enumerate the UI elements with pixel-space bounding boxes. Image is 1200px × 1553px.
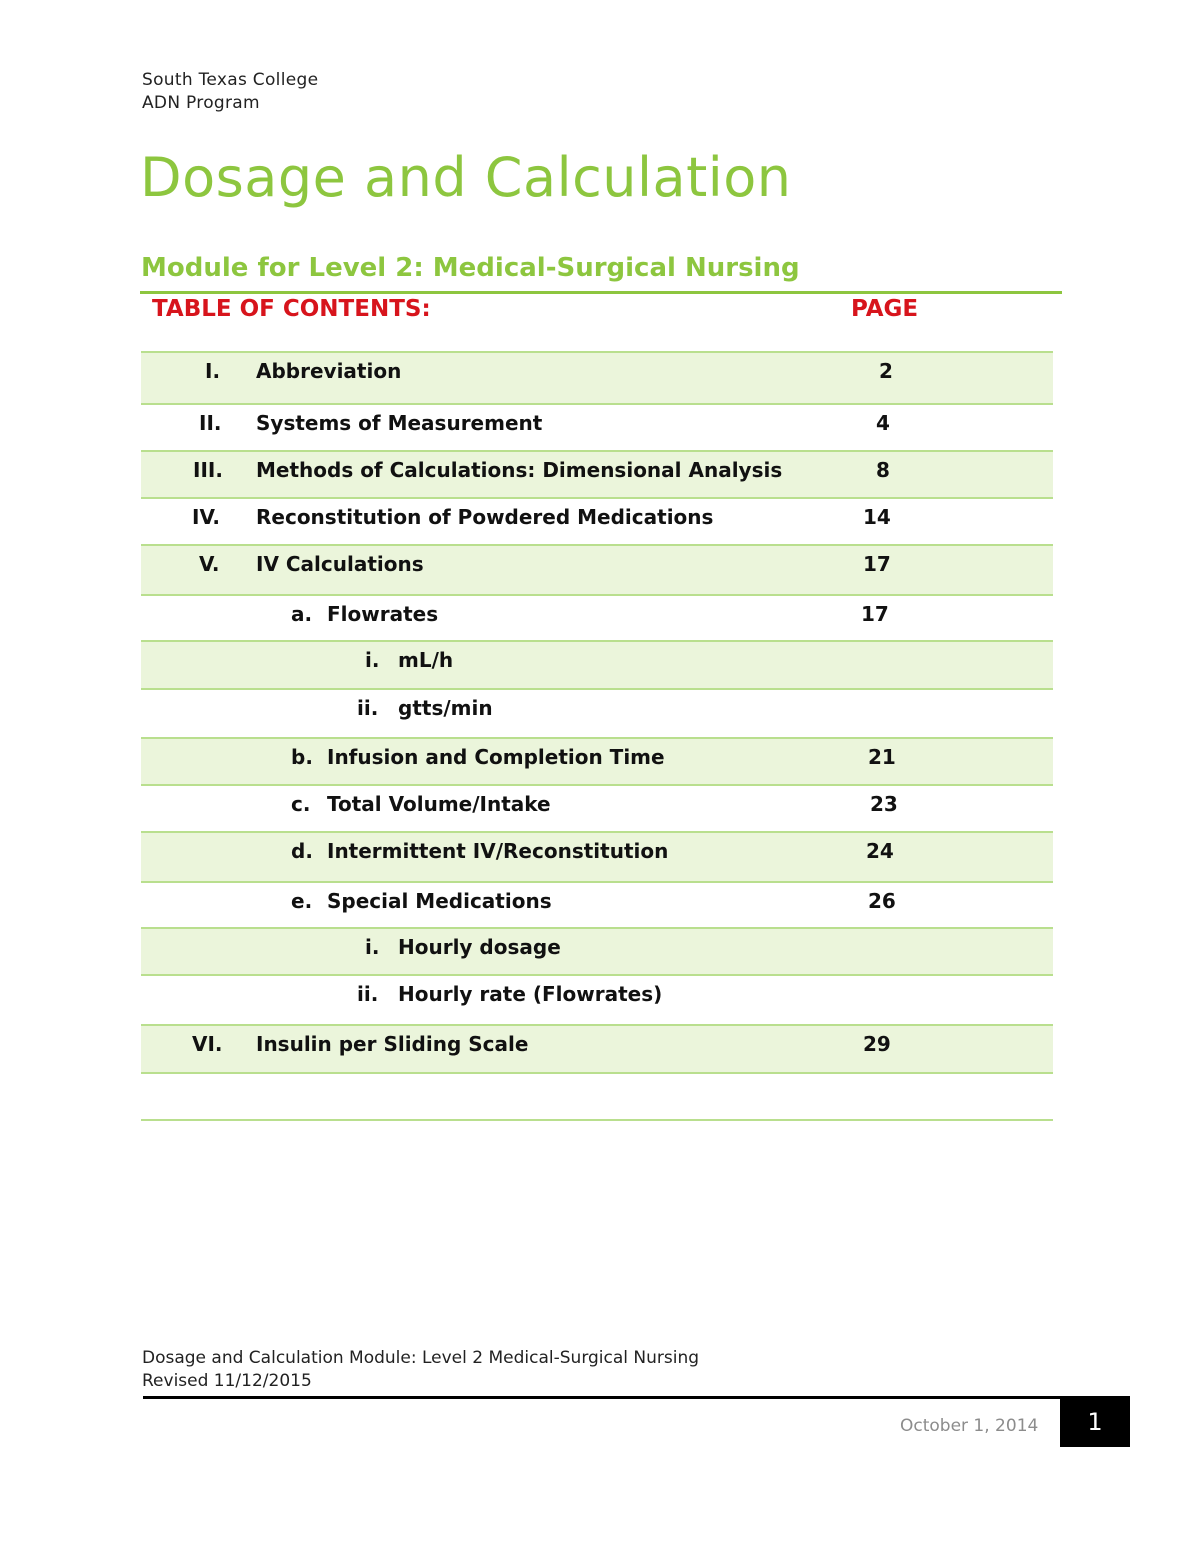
toc-row-label: IV Calculations: [256, 552, 424, 576]
footer-date: October 1, 2014: [900, 1416, 1039, 1436]
toc-row-number: II.: [199, 411, 222, 435]
toc-row-page: 8: [876, 458, 890, 482]
toc-row: [141, 1024, 1053, 1072]
toc-row-label: Reconstitution of Powdered Medications: [256, 505, 714, 529]
program-name: ADN Program: [142, 93, 260, 113]
toc-row: [141, 497, 1053, 544]
toc-row-page: 29: [863, 1032, 891, 1056]
toc-row-number: i.: [365, 935, 380, 959]
toc-row-page: 23: [870, 792, 898, 816]
document-title: Dosage and Calculation: [140, 146, 792, 209]
toc-row-page: 24: [866, 839, 894, 863]
toc-row-label: Hourly rate (Flowrates): [398, 982, 663, 1006]
toc-row: [141, 544, 1053, 594]
toc-row-label: mL/h: [398, 648, 454, 672]
toc-row-page: 2: [879, 359, 893, 383]
toc-bottom-rule: [141, 1119, 1053, 1121]
toc-row: [141, 403, 1053, 450]
toc-row-number: b.: [291, 745, 313, 769]
toc-row: [141, 594, 1053, 640]
toc-row-number: V.: [199, 552, 220, 576]
toc-row: [141, 450, 1053, 497]
footer-divider: [143, 1396, 1130, 1399]
toc-row-page: 4: [876, 411, 890, 435]
subtitle-divider: [140, 291, 1062, 294]
toc-row-label: Infusion and Completion Time: [327, 745, 665, 769]
page-number-badge: 1: [1060, 1399, 1130, 1447]
toc-row-number: a.: [291, 602, 313, 626]
institution-name: South Texas College: [142, 70, 319, 90]
toc-row-label: Special Medications: [327, 889, 552, 913]
toc-row-number: ii.: [357, 696, 379, 720]
toc-page-heading: PAGE: [851, 296, 919, 322]
toc-row-number: VI.: [192, 1032, 223, 1056]
toc-row-number: i.: [365, 648, 380, 672]
toc-row-label: Total Volume/Intake: [327, 792, 551, 816]
footer-revised-date: Revised 11/12/2015: [142, 1371, 312, 1391]
toc-row-number: IV.: [192, 505, 220, 529]
toc-row: [141, 974, 1053, 1024]
toc-row-label: Insulin per Sliding Scale: [256, 1032, 529, 1056]
table-of-contents: [141, 351, 1053, 1121]
toc-row-label: Flowrates: [327, 602, 439, 626]
toc-row-number: d.: [291, 839, 313, 863]
document-subtitle: Module for Level 2: Medical-Surgical Nursing: [141, 253, 800, 283]
footer-module-title: Dosage and Calculation Module: Level 2 Medical-Surgical Nursing: [142, 1348, 700, 1368]
toc-row-page: 17: [863, 552, 891, 576]
toc-row-number: c.: [291, 792, 311, 816]
toc-row-label: Hourly dosage: [398, 935, 561, 959]
toc-row: [141, 688, 1053, 737]
toc-row: [141, 737, 1053, 784]
toc-row-page: 14: [863, 505, 891, 529]
toc-row-label: Systems of Measurement: [256, 411, 543, 435]
toc-row-page: 17: [861, 602, 889, 626]
toc-row-label: Intermittent IV/Reconstitution: [327, 839, 669, 863]
toc-row: [141, 640, 1053, 688]
toc-row: [141, 927, 1053, 974]
toc-row-label: Abbreviation: [256, 359, 402, 383]
toc-row-number: e.: [291, 889, 313, 913]
toc-empty-row: [141, 1072, 1053, 1119]
toc-row-label: gtts/min: [398, 696, 493, 720]
toc-row: [141, 831, 1053, 881]
toc-row-number: III.: [193, 458, 223, 482]
toc-row-number: I.: [205, 359, 221, 383]
toc-heading: TABLE OF CONTENTS:: [152, 296, 431, 322]
toc-row: [141, 784, 1053, 831]
toc-row: [141, 351, 1053, 403]
toc-row-page: 21: [868, 745, 896, 769]
toc-row-page: 26: [868, 889, 896, 913]
toc-row-number: ii.: [357, 982, 379, 1006]
toc-row: [141, 881, 1053, 927]
toc-row-label: Methods of Calculations: Dimensional Analysis: [256, 458, 783, 482]
